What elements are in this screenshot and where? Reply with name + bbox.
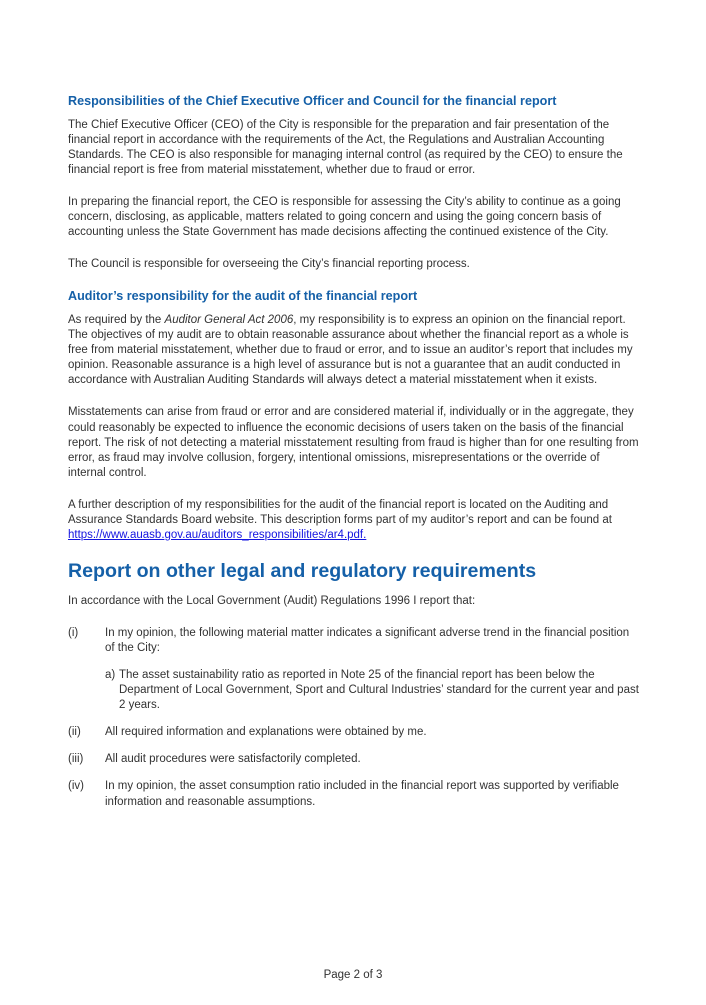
- list-item-iv: [68, 779, 640, 809]
- section-heading-auditor-responsibility: Auditor’s responsibility for the audit of the financial report: [68, 289, 418, 304]
- page-content: [68, 94, 640, 822]
- list-item-iii-text: All audit procedures were satisfactorily completed.: [105, 753, 361, 766]
- paragraph-audit-objectives: [68, 313, 640, 388]
- section-heading-ceo-responsibilities: Responsibilities of the Chief Executive Officer and Council for the financial report: [68, 94, 557, 108]
- paragraph-misstatements: Misstatements can arise from fraud or error and are considered material if, individually or in the aggregate, they could reasonably be expected to influence the economic decisions of users taken on the basis of the financial report. The risk of not detecting a material misstatement resulting from fraud is higher than for one resulting from error, as fraud may involve collusion, forgery, intentional omissions, misrepresentations or the override of internal control.: [68, 406, 639, 479]
- list-marker-a: a): [105, 668, 116, 681]
- list-item-ii: [68, 725, 640, 740]
- paragraph-audit-objectives-post: , my responsibility is to express an opinion on the financial report. The objectives of my audit are to obtain reasonable assurance about whether the financial report as a whole is free from material misstatement, whether due to fraud or error, and to issue an auditor’s report that includes my opinion. Reasonable assurance is a high level of assurance but is not a guarantee that an audit conducted in accordance with Australian Auditing Standards will always detect a material misstatement when it exists.: [68, 313, 633, 387]
- act-title-italic: Auditor General Act 2006: [164, 313, 294, 326]
- page-footer: Page 2 of 3: [323, 969, 383, 981]
- paragraph-council-oversight: The Council is responsible for overseeing the City’s financial reporting process.: [68, 258, 470, 271]
- list-marker-ii: (ii): [68, 726, 81, 739]
- section-heading-legal-regulatory: Report on other legal and regulatory requirements: [68, 560, 537, 583]
- paragraph-further-description: [68, 498, 640, 543]
- paragraph-further-description-pre: A further description of my responsibilities for the audit of the financial report is located on the Auditing and Assurance Standards Board website. This description forms part of my auditor’s report and can be found at: [68, 498, 612, 526]
- paragraph-ceo-going-concern: In preparing the financial report, the CEO is responsible for assessing the City’s ability to continue as a going concern, disclosing, as applicable, matters related to going concern and using the going concern basis of accounting unless the State Government has made decisions affecting the continued existence of the City.: [68, 195, 621, 239]
- list-item-i-text: In my opinion, the following material matter indicates a significant adverse trend in the financial position of the City:: [105, 626, 630, 654]
- paragraph-legal-intro: In accordance with the Local Government (Audit) Regulations 1996 I report that:: [68, 594, 476, 607]
- list-item-i: [68, 626, 640, 656]
- list-subitem-a: [105, 668, 640, 713]
- list-item-iii: [68, 752, 640, 767]
- list-marker-iii: (iii): [68, 753, 84, 766]
- paragraph-ceo-preparation: The Chief Executive Officer (CEO) of the City is responsible for the preparation and fair presentation of the financial report in accordance with the requirements of the Act, the Regulations and Australian Accounting Standards. The CEO is also responsible for managing internal control (as required by the CEO) to ensure the financial report is free from material misstatement, whether due to fraud or error.: [68, 118, 623, 176]
- auasb-responsibilities-link[interactable]: https://www.auasb.gov.au/auditors_responsibilities/ar4.pdf.: [68, 529, 367, 542]
- list-marker-i: (i): [68, 626, 79, 639]
- list-marker-iv: (iv): [68, 780, 84, 793]
- paragraph-audit-objectives-pre: As required by the: [68, 313, 165, 326]
- list-subitem-a-text: The asset sustainability ratio as reported in Note 25 of the financial report has been below the Department of Local Government, Sport and Cultural Industries’ standard for the current year and past 2 years.: [119, 668, 639, 712]
- list-item-ii-text: All required information and explanations were obtained by me.: [105, 726, 427, 739]
- list-item-iv-text: In my opinion, the asset consumption ratio included in the financial report was supported by verifiable information and reasonable assumptions.: [105, 780, 619, 808]
